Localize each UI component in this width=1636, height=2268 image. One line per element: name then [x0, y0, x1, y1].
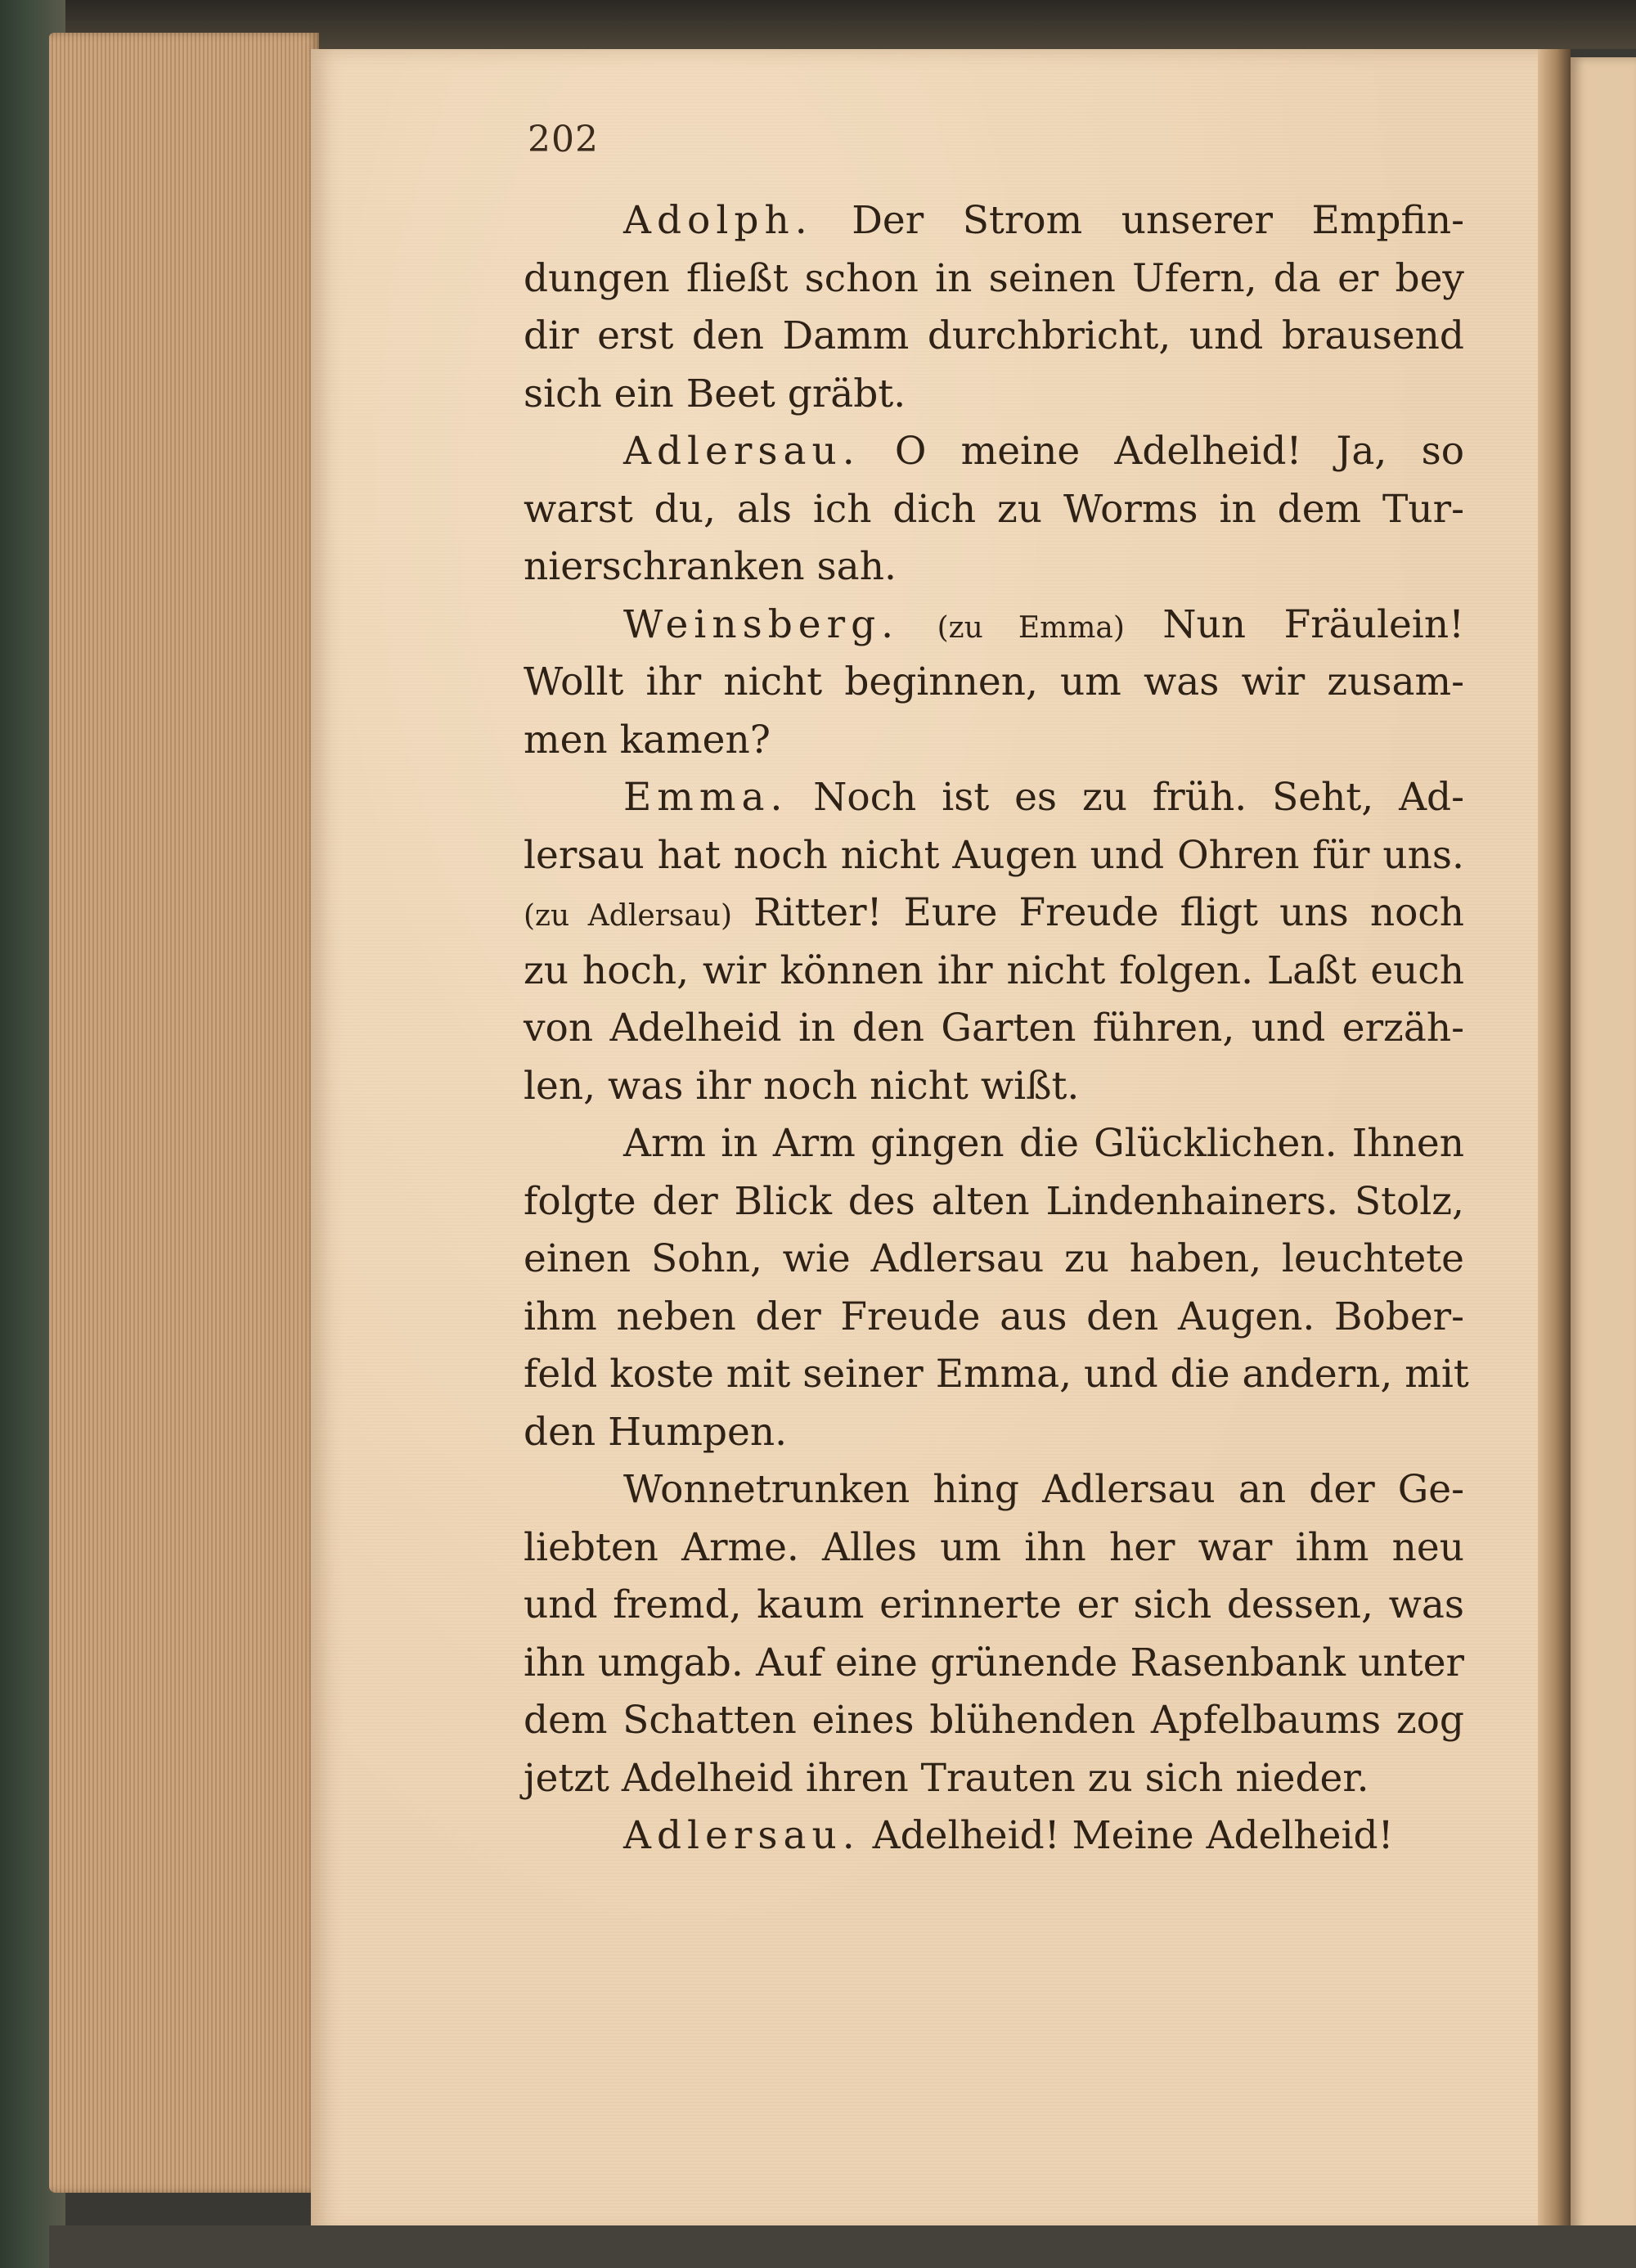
text-line: lersau hat noch nicht Augen und Ohren für uns. [524, 832, 1464, 878]
text-line: zu hoch, wir können ihr nicht folgen. Laßt euch [524, 947, 1464, 993]
line-text: Adelheid! Meine Adelheid! [860, 1813, 1394, 1858]
text-line: warst du, als ich dich zu Worms in dem Tur- [524, 486, 1464, 532]
text-line [524, 596, 1464, 655]
speaker-name: Adlersau. [623, 1813, 861, 1858]
speaker-name: Adolph. [623, 198, 813, 243]
speaker-name: Weinsberg. [623, 601, 900, 647]
text-line: jetzt Adelheid ihren Trauten zu sich nieder. [524, 1755, 1369, 1801]
line-text: Nun Fräulein! [1124, 601, 1464, 647]
book-gutter [1538, 49, 1571, 2234]
speaker-name: Adlersau. [623, 429, 861, 474]
page-edges [49, 33, 319, 2193]
line-text: Noch ist es zu früh. Seht, Ad- [788, 775, 1464, 820]
facing-page-edge [1571, 57, 1636, 2234]
page-number: 202 [528, 119, 599, 160]
text-line: von Adelheid in den Garten führen, und erzäh- [524, 1006, 1464, 1051]
text-line: Wollt ihr nicht beginnen, um was wir zusam- [524, 659, 1464, 704]
text-line: ihn umgab. Auf eine grünende Rasenbank unter [524, 1640, 1464, 1685]
text-line: Arm in Arm gingen die Glücklichen. Ihnen [623, 1121, 1464, 1166]
text-line: liebten Arme. Alles um ihn her war ihm neu [524, 1524, 1464, 1570]
text-line [524, 192, 1464, 250]
text-line: sich ein Beet gräbt. [524, 371, 906, 416]
text-line: nierschranken sah. [524, 544, 897, 589]
stage-direction: (zu Adlersau) [524, 899, 733, 933]
text-line [524, 1807, 1464, 1865]
text-line [524, 769, 1464, 827]
text-line [524, 423, 1464, 481]
text-line: einen Sohn, wie Adlersau zu haben, leuchtete [524, 1236, 1464, 1281]
page-text [524, 192, 1469, 1865]
speaker-name: Emma. [623, 775, 789, 820]
text-line: ihm neben der Freude aus den Augen. Bober- [524, 1294, 1464, 1339]
text-line: und fremd, kaum erinnerte er sich dessen, was [524, 1582, 1464, 1627]
stage-direction: (zu Emma) [937, 610, 1125, 645]
text-line: dir erst den Damm durchbricht, und brausend [524, 313, 1464, 358]
text-line: Wonnetrunken hing Adlersau an der Ge- [623, 1467, 1464, 1512]
text-line: dem Schatten eines blühenden Apfelbaums zog [524, 1698, 1464, 1743]
line-text: Ritter! Eure Freude fligt uns noch [732, 890, 1464, 935]
text-line: den Humpen. [524, 1409, 788, 1455]
line-text: Der Strom unserer Empfin- [812, 198, 1464, 243]
text-line: feld koste mit seiner Emma, und die andern, mit [524, 1352, 1469, 1397]
text-line: folgte der Blick des alten Lindenhainers. Stolz, [524, 1178, 1464, 1224]
text-line: len, was ihr noch nicht wißt. [524, 1063, 1080, 1109]
text-line [524, 884, 1464, 943]
text-line: men kamen? [524, 717, 771, 763]
book-bottom-edge [49, 2225, 1636, 2268]
line-text: O meine Adelheid! Ja, so [860, 429, 1464, 474]
text-line: dungen fließt schon in seinen Ufern, da er bey [524, 255, 1464, 301]
